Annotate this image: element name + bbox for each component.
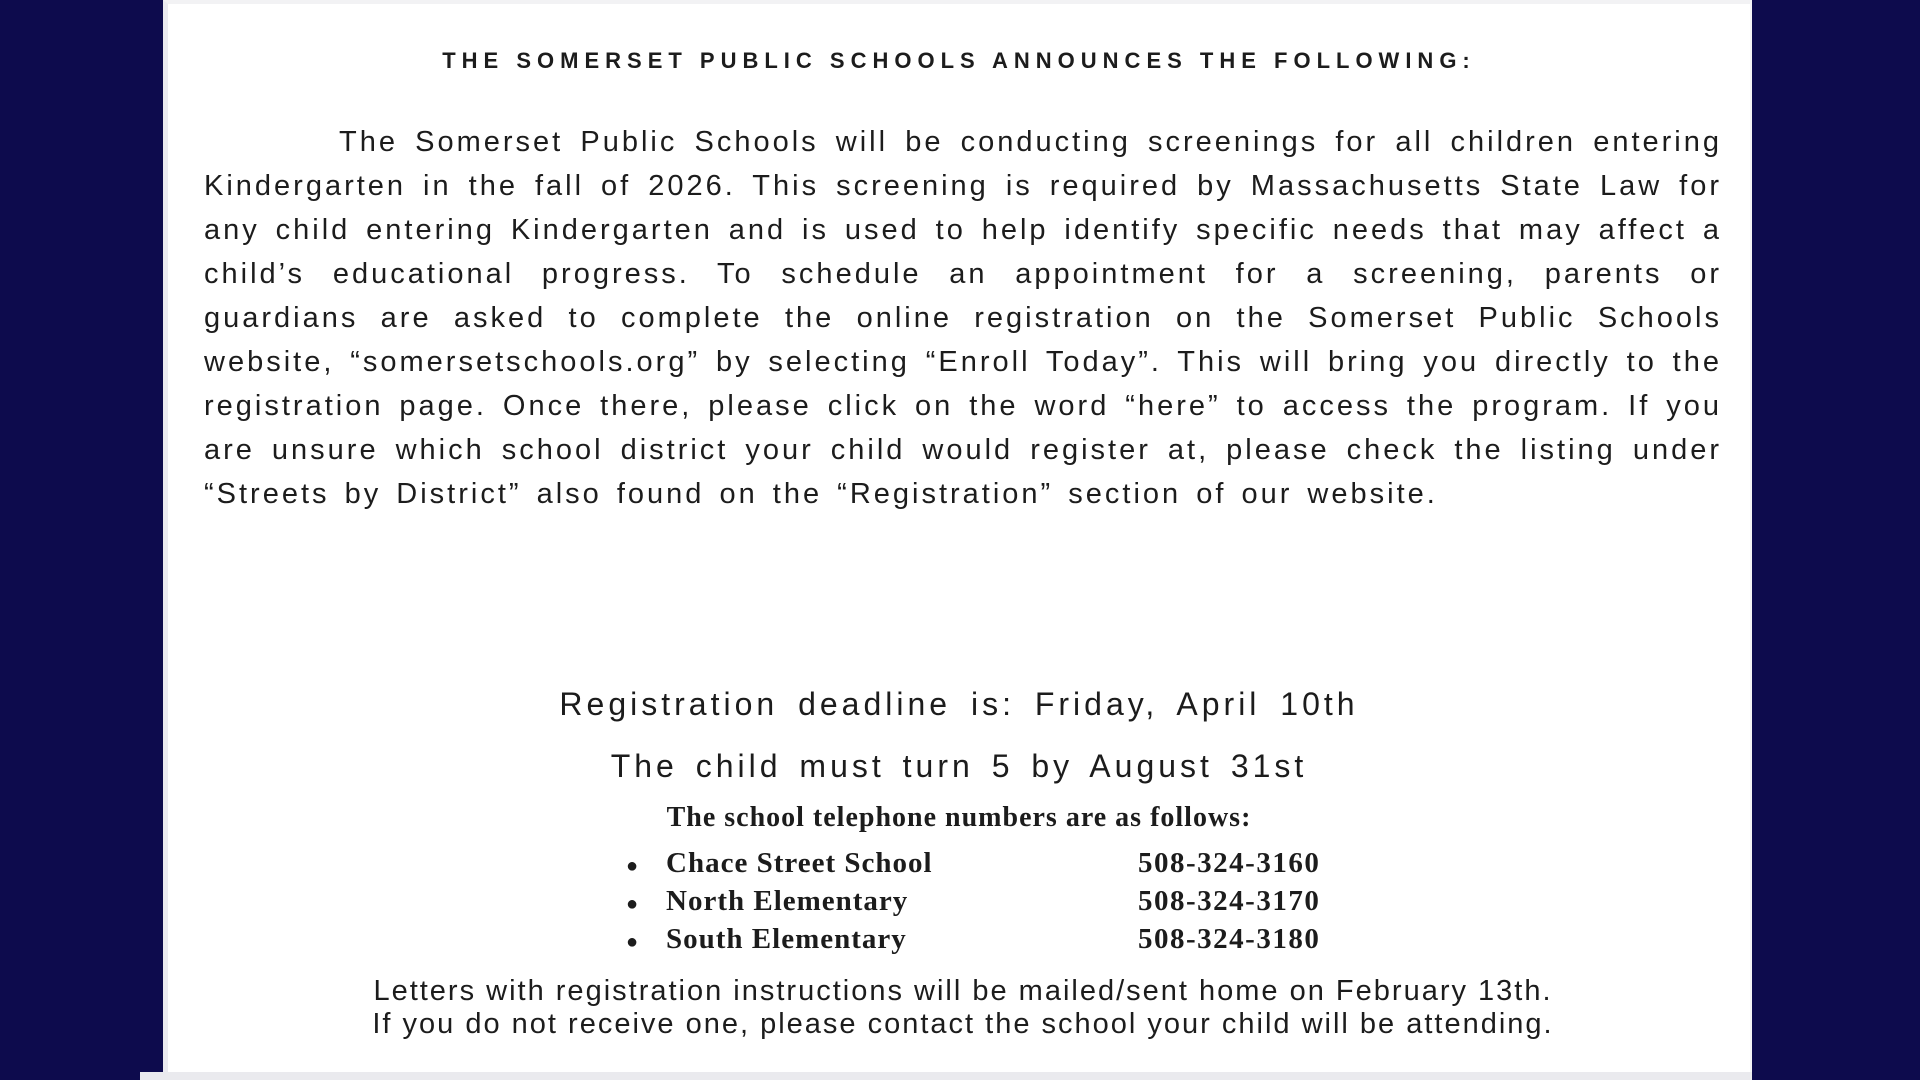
school-phone: 508-324-3180 bbox=[1138, 923, 1321, 955]
list-item bbox=[626, 923, 1320, 961]
list-item bbox=[626, 847, 1320, 885]
school-name: South Elementary bbox=[666, 923, 907, 955]
footer-note bbox=[204, 975, 1722, 1041]
registration-deadline-line: Registration deadline is: Friday, April 10th bbox=[559, 686, 1359, 722]
scan-bottom-edge bbox=[140, 1072, 1752, 1080]
bullet-icon: ● bbox=[626, 931, 639, 953]
age-requirement-line: The child must turn 5 by August 31st bbox=[610, 748, 1308, 784]
school-phone: 508-324-3170 bbox=[1138, 885, 1321, 917]
list-item bbox=[626, 885, 1320, 923]
school-name: North Elementary bbox=[666, 885, 909, 917]
bullet-icon: ● bbox=[626, 893, 639, 915]
school-phone-list bbox=[626, 847, 1320, 961]
notice-document bbox=[163, 0, 1752, 1073]
school-phone: 508-324-3160 bbox=[1138, 847, 1321, 879]
footer-line-1: Letters with registration instructions will be mailed/sent home on February 13th. bbox=[373, 975, 1553, 1007]
notice-header: THE SOMERSET PUBLIC SCHOOLS ANNOUNCES THE FOLLOWING: bbox=[442, 48, 1476, 73]
school-name: Chace Street School bbox=[666, 847, 933, 879]
telephone-numbers-heading: The school telephone numbers are as follows: bbox=[666, 802, 1252, 833]
footer-line-2: If you do not receive one, please contact the school your child will be attending. bbox=[372, 1008, 1554, 1040]
notice-body-paragraph: The Somerset Public Schools will be conducting screenings for all children entering Kindergarten in the fall of 2026. This screening is required by Massachusetts State Law for any child entering Kindergarten and is used to help identify specific needs that may affect a child’s educational progress. To schedule an appointment for a screening, parents or guardians are asked to complete the online registration on the Somerset Public Schools website, “somersetschools.org” by selecting “Enroll Today”. This will bring you directly to the registration page. Once there, please click on the word “here” to access the program. If you are unsure which school district your child would register at, please check the listing under “Streets by District” also found on the “Registration” section of our website. bbox=[204, 126, 1722, 510]
bullet-icon: ● bbox=[626, 855, 639, 877]
